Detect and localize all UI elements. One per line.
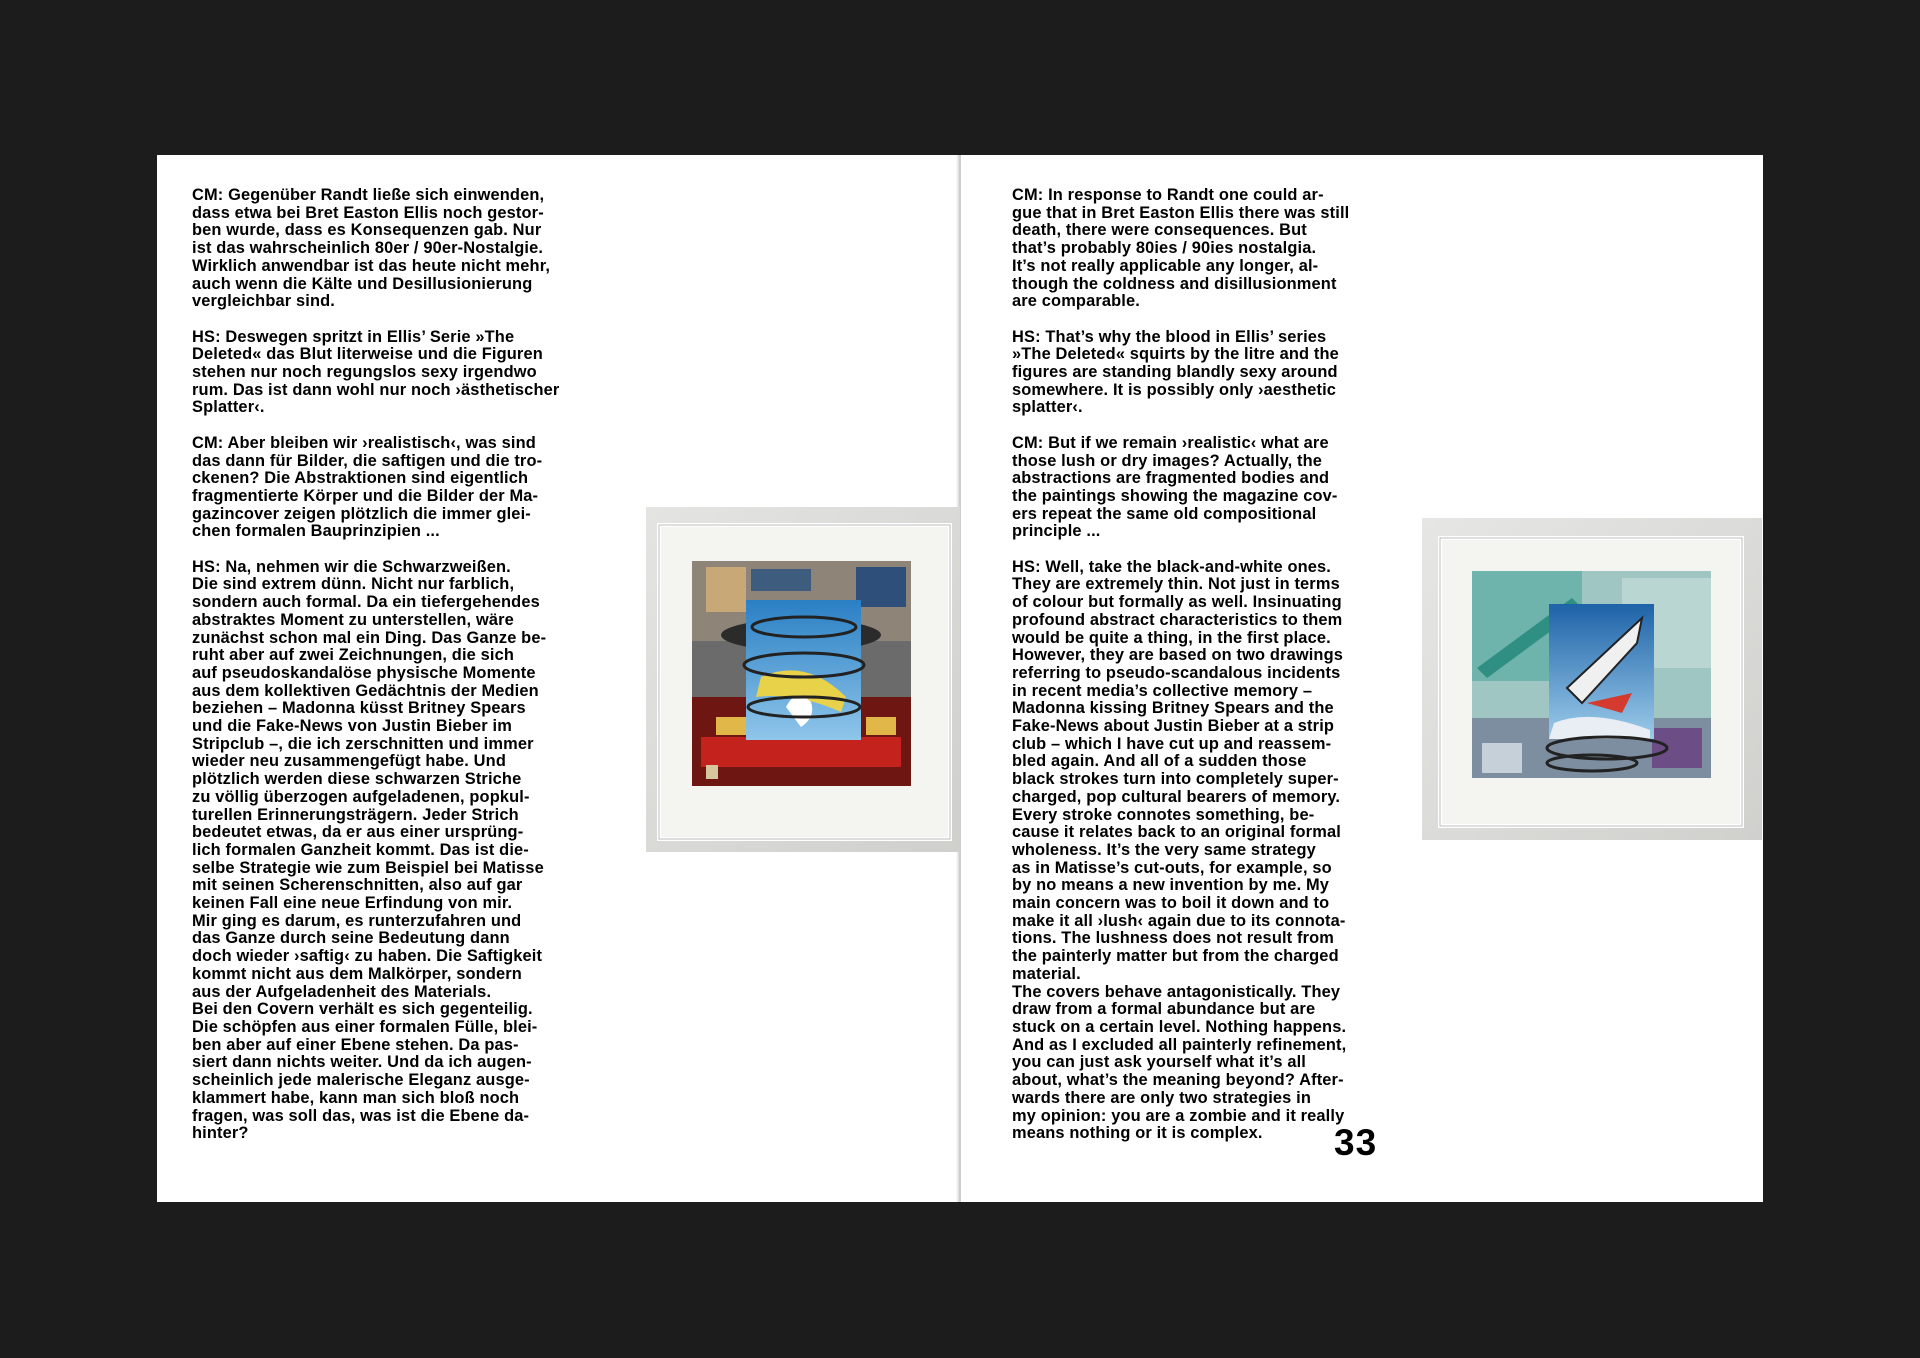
text-line: as in Matisse’s cut-outs, for example, so [1012, 858, 1332, 877]
text-line: ist das wahrscheinlich 80er / 90er-Nostalgie. [192, 239, 544, 258]
text-line: chen formalen Bauprinzipien ... [192, 522, 440, 541]
text-line: wards there are only two strategies in [1012, 1088, 1312, 1107]
text-line: auch wenn die Kälte und Desillusionierung [192, 274, 533, 293]
text-line: klammert habe, kann man sich bloß noch [192, 1088, 520, 1107]
text-line: principle ... [1012, 522, 1101, 541]
text-line: profound abstract characteristics to them [1012, 610, 1343, 629]
text-line: Bei den Covern verhält es sich gegenteilig. [192, 1000, 533, 1019]
text-line: wholeness. It’s the very same strategy [1012, 840, 1316, 859]
text-line: CM: Aber bleiben wir ›realistisch‹, was sind [192, 433, 536, 452]
paragraph [192, 187, 622, 311]
paragraph [192, 329, 622, 418]
text-line: stehen nur noch regungslos sexy irgendwo [192, 363, 537, 382]
text-line: Madonna kissing Britney Spears and the [1012, 699, 1334, 718]
text-line: those lush or dry images? Actually, the [1012, 451, 1323, 470]
text-line: are comparable. [1012, 292, 1140, 311]
text-line: HS: Deswegen spritzt in Ellis’ Serie »The [192, 327, 515, 346]
artwork-photo-left [646, 507, 960, 852]
text-line: bled again. And all of a sudden those [1012, 752, 1307, 771]
paragraph [1012, 329, 1422, 418]
text-line: Stripclub –, die ich zerschnitten und immer [192, 734, 534, 753]
text-line: gazincover zeigen plötzlich die immer glei- [192, 504, 531, 523]
artwork-photo-right [1422, 518, 1762, 840]
paragraph [192, 435, 622, 541]
text-line: cause it relates back to an original formal [1012, 823, 1341, 842]
text-line: vergleichbar sind. [192, 292, 335, 311]
text-line: ben aber auf einer Ebene stehen. Da pas- [192, 1035, 519, 1054]
text-line: bedeutet etwas, da er aus einer ursprüng- [192, 823, 524, 842]
text-line: ruht aber auf zwei Zeichnungen, die sich [192, 646, 515, 665]
text-line: However, they are based on two drawings [1012, 646, 1344, 665]
text-line: stuck on a certain level. Nothing happens. [1012, 1018, 1347, 1036]
text-line: abstraktes Moment zu unterstellen, wäre [192, 610, 514, 629]
text-line: in recent media’s collective memory – [1012, 681, 1313, 700]
text-line: hinter? [192, 1124, 249, 1143]
text-line: splatter‹. [1012, 398, 1083, 417]
text-line: aus der Aufgeladenheit des Materials. [192, 982, 492, 1001]
text-line: Mir ging es darum, es runterzufahren und [192, 911, 522, 930]
text-line: zunächst schon mal ein Ding. Das Ganze be- [192, 628, 547, 647]
text-line: you can just ask yourself what it’s all [1012, 1053, 1306, 1072]
text-line: scheinlich jede malerische Eleganz ausge- [192, 1071, 530, 1090]
text-line: They are extremely thin. Not just in terms [1012, 575, 1340, 594]
text-line: The covers behave antagonistically. They [1012, 982, 1341, 1001]
artwork-left-image [646, 507, 960, 852]
text-line: Deleted« das Blut literweise und die Figuren [192, 345, 543, 364]
text-line: HS: Na, nehmen wir die Schwarzweißen. [192, 557, 511, 576]
text-line: by no means a new invention by me. My [1012, 876, 1330, 895]
text-line: abstractions are fragmented bodies and [1012, 469, 1330, 488]
text-line: the paintings showing the magazine cov- [1012, 486, 1338, 505]
text-line: kommt nicht aus dem Malkörper, sondern [192, 964, 522, 983]
text-line: CM: But if we remain ›realistic‹ what are [1012, 433, 1329, 452]
text-line: death, there were consequences. But [1012, 221, 1307, 240]
text-line: my opinion: you are a zombie and it really [1012, 1106, 1345, 1125]
text-line: keinen Fall eine neue Erfindung von mir. [192, 894, 513, 913]
text-line: beziehen – Madonna küsst Britney Spears [192, 699, 526, 718]
right-text-column [1012, 187, 1422, 1161]
paragraph [1012, 187, 1422, 311]
text-line: of colour but formally as well. Insinuating [1012, 593, 1342, 612]
text-line: fragen, was soll das, was ist die Ebene da- [192, 1106, 530, 1125]
text-line: aus dem kollektiven Gedächtnis der Medien [192, 681, 539, 700]
text-line: figures are standing blandly sexy around [1012, 363, 1338, 382]
text-line: referring to pseudo-scandalous incidents [1012, 663, 1341, 682]
text-line: Every stroke connotes something, be- [1012, 805, 1315, 824]
text-line: would be quite a thing, in the first place. [1012, 628, 1331, 647]
text-line: sondern auch formal. Da ein tiefergehendes [192, 593, 540, 612]
text-line: »The Deleted« squirts by the litre and the [1012, 345, 1339, 364]
text-line: HS: Well, take the black-and-white ones. [1012, 557, 1332, 576]
text-line: gue that in Bret Easton Ellis there was still [1012, 203, 1350, 222]
text-line: doch wieder ›saftig‹ zu haben. Die Saftigkeit [192, 947, 543, 966]
text-line: auf pseudoskandalöse physische Momente [192, 663, 536, 682]
text-line: dass etwa bei Bret Easton Ellis noch gestor- [192, 203, 544, 222]
page-number: 33 [1334, 1122, 1378, 1163]
text-line: tions. The lushness does not result from [1012, 929, 1335, 948]
text-line: siert dann nichts weiter. Und da ich augen- [192, 1053, 532, 1072]
text-line: lich formalen Ganzheit kommt. Das ist die- [192, 840, 529, 859]
text-line: that’s probably 80ies / 90ies nostalgia. [1012, 239, 1317, 258]
text-line: selbe Strategie wie zum Beispiel bei Matisse [192, 858, 544, 877]
paragraph [1012, 435, 1422, 541]
text-line: somewhere. It is possibly only ›aesthetic [1012, 380, 1337, 399]
text-line: ers repeat the same old compositional [1012, 504, 1317, 523]
text-line: though the coldness and disillusionment [1012, 274, 1337, 293]
text-line: wieder neu zusammengefügt habe. Und [192, 752, 506, 771]
text-line: the painterly matter but from the charged [1012, 947, 1339, 966]
text-line: fragmentierte Körper und die Bilder der Ma- [192, 486, 539, 505]
text-line: charged, pop cultural bearers of memory. [1012, 787, 1341, 806]
text-line: And as I excluded all painterly refinement, [1012, 1035, 1347, 1054]
text-line: Wirklich anwendbar ist das heute nicht mehr, [192, 256, 551, 275]
text-line: HS: That’s why the blood in Ellis’ series [1012, 327, 1327, 346]
text-line: das dann für Bilder, die saftigen und die tro- [192, 451, 543, 470]
text-line: und die Fake-News von Justin Bieber im [192, 717, 512, 736]
text-line: plötzlich werden diese schwarzen Striche [192, 770, 522, 789]
text-line: turellen Erinnerungsträgern. Jeder Strich [192, 805, 519, 824]
text-line: means nothing or it is complex. [1012, 1124, 1263, 1143]
left-text-column [192, 187, 622, 1161]
paragraph [192, 559, 622, 1143]
text-line: zu völlig überzogen aufgeladenen, popkul- [192, 787, 530, 806]
text-line: material. [1012, 964, 1081, 983]
text-line: CM: Gegenüber Randt ließe sich einwenden, [192, 186, 545, 204]
artwork-right-image [1422, 518, 1762, 840]
text-line: club – which I have cut up and reassem- [1012, 734, 1332, 753]
text-line: Die sind extrem dünn. Nicht nur farblich, [192, 575, 515, 594]
text-line: It’s not really applicable any longer, al- [1012, 256, 1319, 275]
text-line: ben wurde, dass es Konsequenzen gab. Nur [192, 221, 542, 240]
text-line: make it all ›lush‹ again due to its connota- [1012, 911, 1346, 930]
text-line: mit seinen Scherenschnitten, also auf gar [192, 876, 523, 895]
text-line: Splatter‹. [192, 398, 265, 417]
text-line: rum. Das ist dann wohl nur noch ›ästhetischer [192, 380, 560, 399]
text-line: ckenen? Die Abstraktionen sind eigentlich [192, 469, 529, 488]
text-line: about, what’s the meaning beyond? After- [1012, 1071, 1344, 1090]
text-line: main concern was to boil it down and to [1012, 894, 1330, 913]
text-line: Fake-News about Justin Bieber at a strip [1012, 717, 1335, 736]
paragraph [1012, 559, 1422, 1143]
text-line: das Ganze durch seine Bedeutung dann [192, 929, 510, 948]
text-line: CM: In response to Randt one could ar- [1012, 186, 1324, 204]
text-line: draw from a formal abundance but are [1012, 1000, 1316, 1019]
text-line: Die schöpfen aus einer formalen Fülle, blei- [192, 1018, 538, 1036]
text-line: black strokes turn into completely super- [1012, 770, 1339, 789]
